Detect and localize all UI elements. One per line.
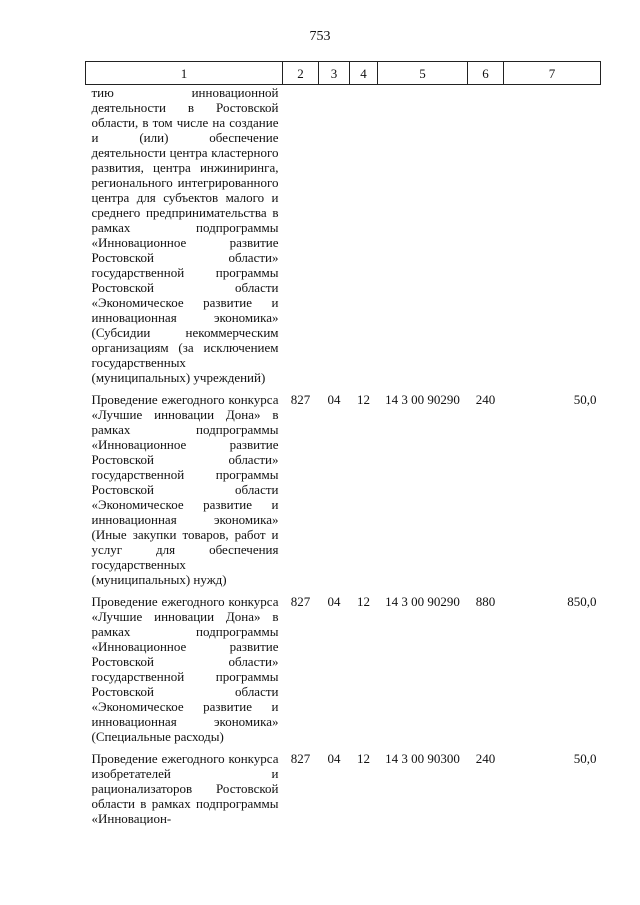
row-ministry-code: 827: [290, 751, 311, 766]
row-amount: 850,0: [567, 594, 597, 609]
row-subsection-code: 12: [357, 751, 370, 766]
header-col-7: 7: [504, 62, 601, 85]
row-expense-type: 240: [475, 392, 496, 407]
header-col-6: 6: [468, 62, 504, 85]
table-row-continuation: [86, 85, 601, 386]
row-subsection-code: 12: [357, 594, 370, 609]
row-description: Проведение ежегодного конкурса изобретателей и рационализаторов Ростовской области в рамках подпрограммы «Инновацион-: [91, 751, 279, 826]
page-number: 753: [309, 29, 331, 44]
table-row: [86, 385, 601, 587]
header-col-1: 1: [86, 62, 283, 85]
header-col-2: 2: [283, 62, 319, 85]
budget-table: [85, 61, 601, 826]
row-amount: 50,0: [573, 751, 597, 766]
row-expense-type: 240: [475, 751, 496, 766]
header-col-5: 5: [378, 62, 468, 85]
row-description: Проведение ежегодного конкурса «Лучшие инновации Дона» в рамках подпрограммы «Инновационное развитие Ростовской области» государственной программы Ростовской области «Экономическое развитие и инновационная экономика» (Специальные расходы): [91, 594, 279, 744]
table-row: [86, 744, 601, 826]
row-ministry-code: 827: [290, 392, 311, 407]
row-expense-type: 880: [475, 594, 496, 609]
header-col-3: 3: [319, 62, 350, 85]
table-header-row: [86, 62, 601, 85]
row-description: тию инновационной деятельности в Ростовской области, в том числе на создание и (или) обеспечение деятельности центра кластерного развития, центра инжиниринга, регионального интегрированного центра для субъектов малого и среднего предпринимательства в рамках подпрограммы «Инновационное развитие Ростовской области» государственной программы Ростовской области «Экономическое развитие и инновационная экономика» (Субсидии некоммерческим организациям (за исключением государственных (муниципальных) учреждений): [91, 85, 279, 385]
row-ministry-code: 827: [290, 594, 311, 609]
row-amount: 50,0: [573, 392, 597, 407]
row-section-code: 04: [327, 751, 341, 766]
table-row: [86, 587, 601, 744]
row-target-article: 14 3 00 90290: [385, 594, 460, 609]
row-subsection-code: 12: [357, 392, 370, 407]
header-col-4: 4: [350, 62, 378, 85]
row-target-article: 14 3 00 90300: [385, 751, 460, 766]
row-section-code: 04: [327, 392, 341, 407]
row-target-article: 14 3 00 90290: [385, 392, 460, 407]
row-description: Проведение ежегодного конкурса «Лучшие инновации Дона» в рамках подпрограммы «Инновационное развитие Ростовской области» государственной программы Ростовской области «Экономическое развитие и инновационная экономика» (Иные закупки товаров, работ и услуг для обеспечения государственных (муниципальных) нужд): [91, 392, 279, 587]
row-section-code: 04: [327, 594, 341, 609]
